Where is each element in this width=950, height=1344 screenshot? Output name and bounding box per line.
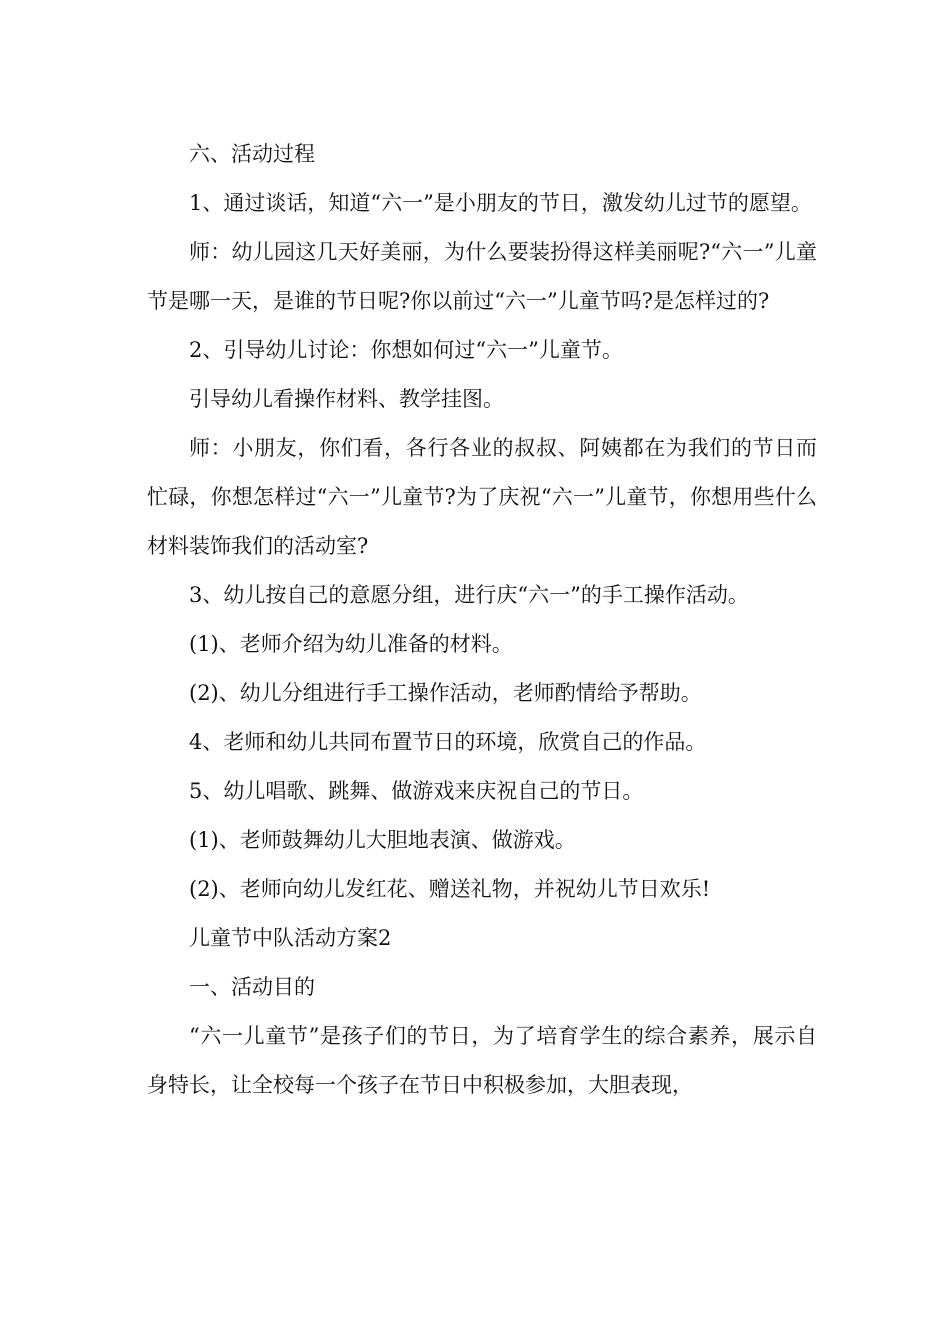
paragraph-purpose-text: “六一儿童节”是孩子们的节日，为了培育学生的综合素养，展示自身特长，让全校每一个孩子在节日中积极参加，大胆表现， — [147, 1024, 817, 1097]
paragraph-step-2: 2、引导幼儿讨论：你想如何过“六一”儿童节。 — [189, 338, 623, 362]
document-body — [147, 130, 817, 1110]
paragraph-step-4: 4、老师和幼儿共同布置节日的环境，欣赏自己的作品。 — [189, 730, 707, 754]
paragraph-step-5: 5、幼儿唱歌、跳舞、做游戏来庆祝自己的节日。 — [189, 779, 644, 803]
paragraph-substep-5-2: (2)、老师向幼儿发红花、赠送礼物，并祝幼儿节日欢乐! — [189, 877, 711, 901]
paragraph-substep-3-2: (2)、幼儿分组进行手工操作活动，老师酌情给予帮助。 — [189, 681, 702, 705]
section-heading-activity-purpose: 一、活动目的 — [189, 975, 315, 999]
paragraph-teacher-question-2: 师：小朋友，你们看，各行各业的叔叔、阿姨都在为我们的节日而忙碌，你想怎样过“六一”儿童节?为了庆祝“六一”儿童节，你想用些什么材料装饰我们的活动室? — [147, 436, 817, 558]
paragraph-teacher-question-1: 师：幼儿园这几天好美丽，为什么要装扮得这样美丽呢?“六一”儿童节是哪一天，是谁的节日呢?你以前过“六一”儿童节吗?是怎样过的? — [147, 240, 817, 313]
paragraph-substep-3-1: (1)、老师介绍为幼儿准备的材料。 — [189, 632, 513, 656]
paragraph-substep-5-1: (1)、老师鼓舞幼儿大胆地表演、做游戏。 — [189, 828, 576, 852]
paragraph-guide-materials: 引导幼儿看操作材料、教学挂图。 — [189, 387, 504, 411]
section-title-plan-2: 儿童节中队活动方案2 — [189, 926, 392, 950]
section-heading-activity-process: 六、活动过程 — [189, 142, 315, 166]
paragraph-step-1: 1、通过谈话，知道“六一”是小朋友的节日，激发幼儿过节的愿望。 — [189, 191, 812, 215]
paragraph-step-3: 3、幼儿按自己的意愿分组，进行庆“六一”的手工操作活动。 — [189, 583, 749, 607]
